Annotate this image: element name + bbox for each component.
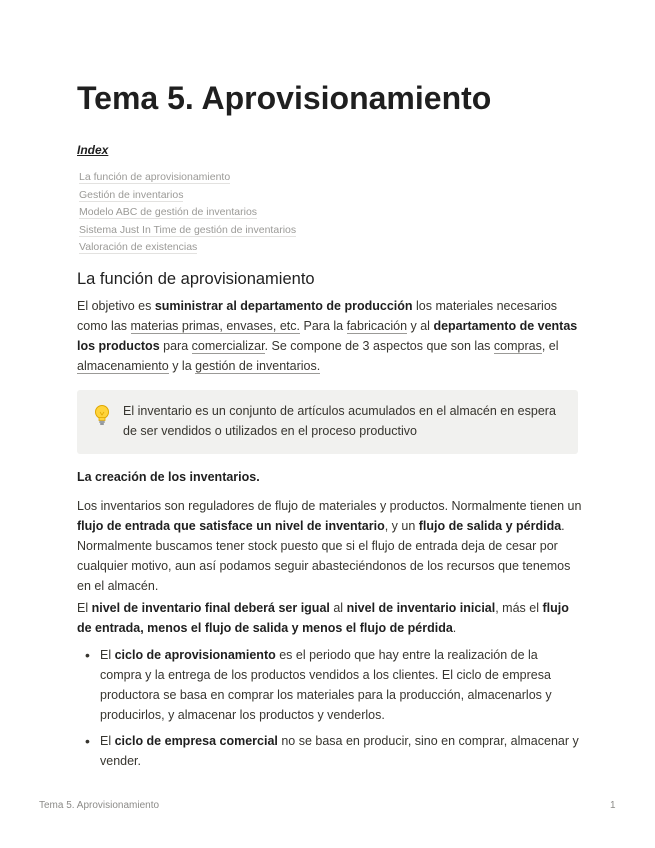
underlined-text: almacenamiento bbox=[77, 359, 169, 373]
toc-item-abc[interactable] bbox=[79, 204, 296, 222]
paragraph-objetivo: El objetivo es suministrar al departamento de producción los materiales necesarios como las materias primas, envases, etc. Para la fabricación y al departamento de ventas los productos para comercializar. Se compone de 3 aspectos que son las compras, el almacenamiento y la gestión de inventarios. bbox=[77, 299, 578, 373]
bold-text: ciclo de empresa comercial bbox=[114, 734, 278, 748]
paragraph-nivel: El nivel de inventario final deberá ser igual al nivel de inventario inicial, más el flujo de entrada, menos el flujo de salida y menos el flujo de pérdida. bbox=[77, 601, 569, 635]
footer-title: Tema 5. Aprovisionamiento bbox=[39, 800, 160, 811]
toc-item-funcion[interactable] bbox=[79, 169, 296, 187]
underlined-text: comercializar bbox=[191, 339, 265, 353]
bold-text: nivel de inventario final deberá ser igual bbox=[91, 601, 330, 615]
toc-link[interactable]: La función de aprovisionamiento bbox=[79, 171, 231, 183]
underlined-text: fabricación bbox=[346, 319, 408, 333]
bold-text: nivel de inventario inicial bbox=[346, 601, 496, 615]
underlined-text: gestión de inventarios. bbox=[195, 359, 321, 373]
toc-link[interactable]: Gestión de inventarios bbox=[79, 188, 184, 201]
bold-text: flujo de salida y pérdida bbox=[418, 519, 562, 533]
lightbulb-icon-graphic bbox=[93, 404, 111, 426]
toc-link[interactable]: Sistema Just In Time de gestión de inventarios bbox=[79, 223, 297, 236]
callout-text: El inventario es un conjunto de artículos acumulados en el almacén en espera de ser vendidos o utilizados en el proceso productivo bbox=[123, 404, 556, 438]
list-item: • El ciclo de aprovisionamiento es el periodo que hay entre la realización de la compra y la entrega de los productos vendidos a los clientes. El ciclo de empresa productora se basa en comprar los materiales para la producción, almacenarlos y producirlos, y almacenar los productos y venderlos. bbox=[77, 645, 582, 725]
index-heading: Index bbox=[77, 143, 109, 157]
bullet-list bbox=[77, 645, 582, 777]
bold-text: departamento de ventas los productos bbox=[77, 319, 578, 353]
toc-item-jit[interactable] bbox=[79, 222, 296, 240]
bold-text: ciclo de aprovisionamiento bbox=[114, 648, 276, 662]
lightbulb-icon bbox=[93, 404, 111, 431]
toc-link[interactable]: Valoración de existencias bbox=[79, 241, 198, 253]
subheading-creacion: La creación de los inventarios. bbox=[77, 470, 260, 484]
underlined-text: materias primas, envases, etc. bbox=[130, 319, 301, 333]
underlined-text: compras bbox=[493, 339, 542, 353]
page-title: Tema 5. Aprovisionamiento bbox=[77, 80, 492, 116]
callout bbox=[77, 390, 578, 454]
bold-text: suministrar al departamento de producción bbox=[154, 299, 413, 313]
page-number: 1 bbox=[610, 800, 616, 811]
paragraph-inventarios: Los inventarios son reguladores de flujo de materiales y productos. Normalmente tienen un flujo de entrada que satisface un nivel de inventario, y un flujo de salida y pérdida. Normalmente buscamos tener stock puesto que si el flujo de entrada deja de cesar por cualquier motivo, aun así podamos seguir abasteciéndonos de los recursos que tenemos en el almacén. bbox=[77, 499, 582, 593]
list-item: • El ciclo de empresa comercial no se basa en producir, sino en comprar, almacenar y vender. bbox=[77, 731, 582, 771]
bold-text: flujo de entrada que satisface un nivel de inventario bbox=[77, 519, 385, 533]
bold-text: flujo de entrada, menos el flujo de salida y menos el flujo de pérdida bbox=[77, 601, 569, 635]
section-title: La función de aprovisionamiento bbox=[77, 270, 315, 288]
toc-item-gestion[interactable] bbox=[79, 187, 296, 205]
toc-link[interactable]: Modelo ABC de gestión de inventarios bbox=[79, 206, 258, 218]
toc-item-valoracion[interactable] bbox=[79, 239, 296, 257]
table-of-contents bbox=[79, 169, 296, 257]
